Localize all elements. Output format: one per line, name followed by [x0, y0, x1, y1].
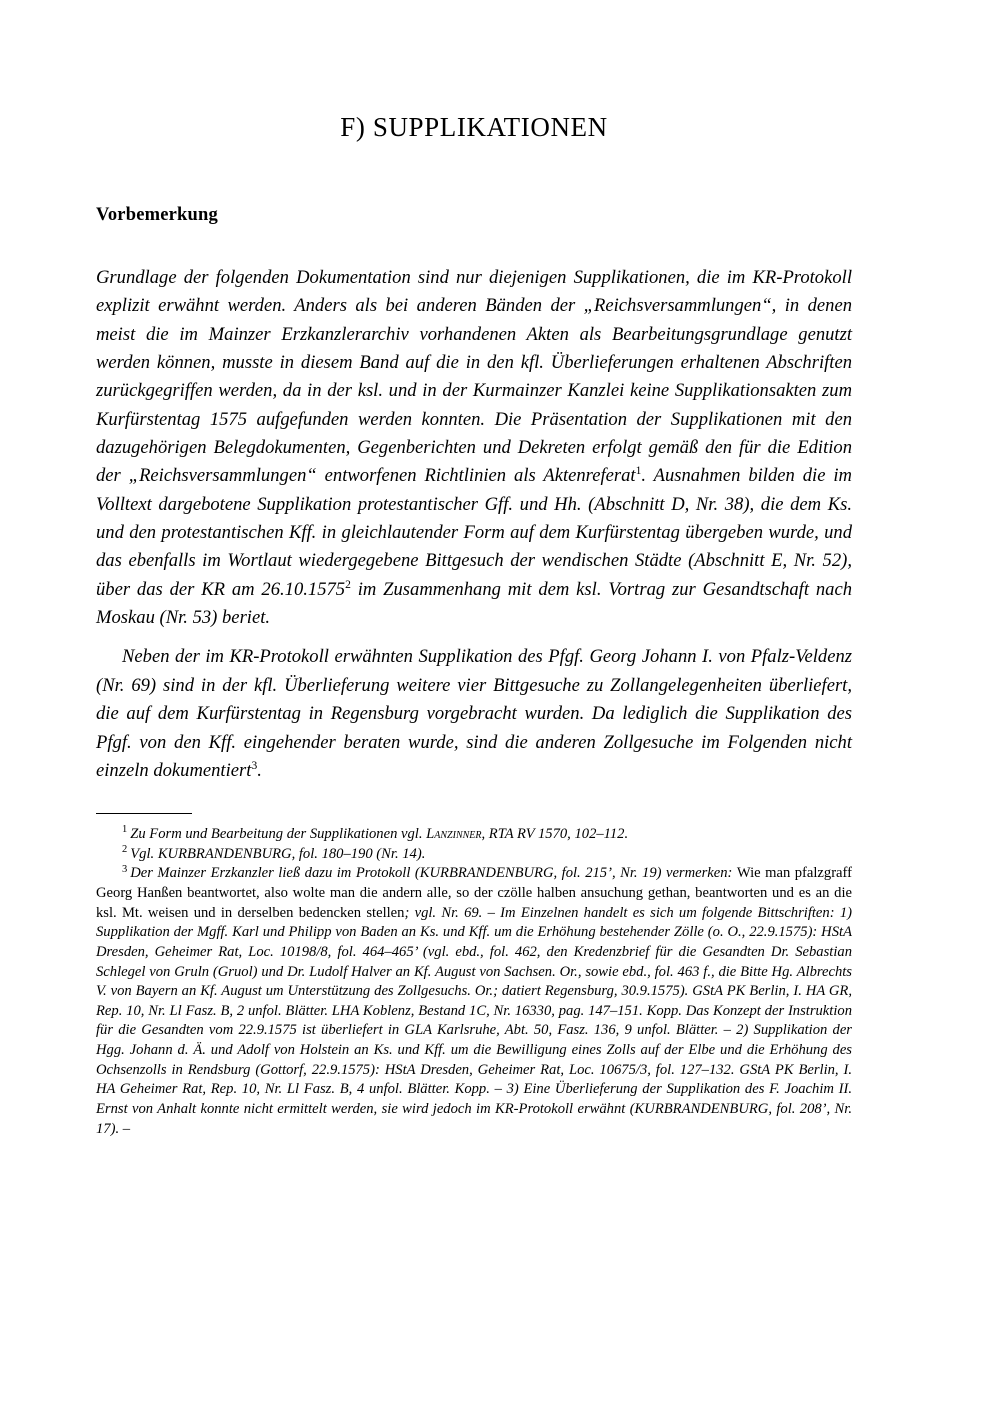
section-heading: Vorbemerkung — [96, 205, 218, 225]
footnote-ref-3[interactable]: 3 — [251, 759, 258, 772]
footnote-3-quote: Wie man pfalzgraff Georg Hanßen beantwortet, also wolte man die andern alle, so der czölle halben ansuchung gethan, beantworten und es an die ksl. Mt. weisen und in derselben bedencken stellen — [96, 865, 852, 921]
footnote-area — [96, 825, 852, 1139]
paragraph-1 — [96, 226, 852, 632]
paragraph-2-text-b: . — [257, 759, 262, 781]
footnote-1-smallcaps: Lanzinner — [426, 826, 482, 843]
paragraph-1-text-c: im Zusammenhang mit dem ksl. Vortrag zur Gesandtschaft nach Moskau (Nr. 53) beriet. — [96, 578, 852, 629]
footnote-3-number: 3 — [122, 863, 128, 875]
footnote-2 — [96, 845, 852, 865]
footnote-3-text-b: ; vgl. Nr. 69. – Im Einzelnen handelt es sich um folgende Bittschriften: 1) Supplikation der Mgff. Karl und Philipp von Baden an Ks. und Kff. um die Erhöhung bestehender Zölle (o. O., 22.9.1575): HStA Dresden, Geheimer Rat, Loc. 10198/8, fol. 464–465’ (vgl. ebd., fol. 462, den Kredenzbrief für die Gesandten Dr. Sebastian Schlegel von Gruln (Gruol) und Dr. Ludolf Halver an Kf. August von Sachsen. Or., sowie ebd., fol. 463 f., die Bitte Hg. Albrechts V. von Bayern an Kf. August um Unterstützung des Zollgesuchs. Or.; datiert Regensburg, 30.9.1575). GStA PK Berlin, I. HA GR, Rep. 10, Nr. Ll Fasz. B, 2 unfol. Blätter. LHA Koblenz, Bestand 1C, Nr. 16330, pag. 147–151. Kopp. Das Konzept der Instruktion für die Gesandten vom 22.9.1575 ist überliefert in GLA Karlsruhe, Abt. 50, Fasz. 136, 9 unfol. Blätter. – 2) Supplikation der Hgg. Johann d. Ä. und Adolf von Holstein an Ks. und Kff. um die Bewilligung eines Zolls auf der Elbe und die Erhöhung des Ochsenzolls in Rendsburg (Gottorf, 22.9.1575): HStA Dresden, Geheimer Rat, Loc. 10675/3, fol. 127–132. GStA PK Berlin, I. HA Geheimer Rat, Rep. 10, Nr. Ll Fasz. B, 4 unfol. Blätter. Kopp. – 3) Eine Überlieferung der Supplikation des F. Joachim II. Ernst von Anhalt konnte nicht ermittelt werden, sie wird jedoch im KR-Protokoll erwähnt (KURBRANDENBURG, fol. 208’, Nr. 17). – — [96, 904, 853, 1137]
footnote-2-number: 2 — [122, 843, 128, 855]
paragraph-2-text-a: Neben der im KR-Protokoll erwähnten Supplikation des Pfgf. Georg Johann I. von Pfalz-Veldenz (Nr. 69) sind in der kfl. Überlieferung weitere vier Bittgesuche zu Zollangelegenheiten überliefert, die auf dem Kurfürstentag in Regensburg vorgebracht wurden. Da lediglich die Supplikation des Pfgf. von den Kff. eingehender beraten wurde, sind die anderen Zollgesuche im Folgenden nicht einzeln dokumentiert — [96, 646, 852, 781]
page-title: F) SUPPLIKATIONEN — [340, 112, 608, 142]
footnote-1-text-b: , RTA RV 1570, 102–112. — [481, 826, 629, 843]
footnote-3-text-a: Der Mainzer Erzkanzler ließ dazu im Protokoll (KURBRANDENBURG, fol. 215’, Nr. 19) vermerken: — [130, 865, 737, 882]
paragraph-1-text-b: . Ausnahmen bilden die im Volltext dargebotene Supplikation protestantischer Gff. und Hh. (Abschnitt D, Nr. 38), die dem Ks. und den protestantischen Kff. in gleichlautender Form auf dem Kurfürstentag übergeben wurde, und das ebenfalls im Wortlaut wiedergegebene Bittgesuch der wendischen Städte (Abschnitt E, Nr. 52), über das der KR am 26.10.1575 — [96, 465, 852, 600]
footnote-1 — [96, 825, 852, 845]
footnote-ref-1[interactable]: 1 — [635, 465, 642, 478]
paragraph-1-text-a: Grundlage der folgenden Dokumentation sind nur diejenigen Supplikationen, die im KR-Protokoll explizit erwähnt werden. Anders als bei anderen Bänden der „Reichsversammlungen“, in denen meist die im Mainzer Erzkanzlerarchiv vorhandenen Akten als Bearbeitungsgrundlage genutzt werden können, musste in diesem Band auf die in den kfl. Überlieferungen erhaltenen Abschriften zurückgegriffen werden, da in der ksl. und in der Kurmainzer Kanzlei keine Supplikationsakten zum Kurfürstentag 1575 aufgefunden werden konnten. Die Präsentation der Supplikationen mit den dazugehörigen Belegdokumenten, Gegenberichten und Dekreten erfolgt gemäß den für die Edition der „Reichsversammlungen“ entworfenen Richtlinien als Aktenreferat — [96, 267, 852, 487]
footnote-2-text-a: Vgl. KURBRANDENBURG, fol. 180–190 (Nr. 14). — [130, 845, 426, 862]
footnote-separator — [96, 813, 192, 814]
footnote-ref-2[interactable]: 2 — [345, 578, 351, 591]
footnote-3 — [96, 864, 852, 1139]
footnote-1-text-a: Zu Form und Bearbeitung der Supplikationen vgl. — [130, 826, 427, 843]
page-content — [96, 0, 852, 1139]
paragraph-2 — [96, 632, 852, 785]
footnote-1-number: 1 — [122, 824, 128, 836]
